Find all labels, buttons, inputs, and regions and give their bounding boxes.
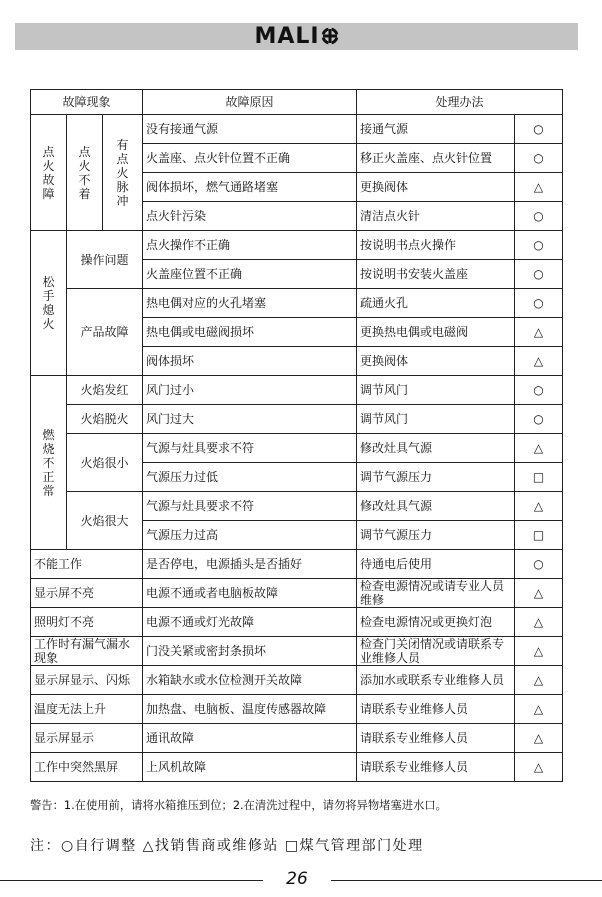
phenomenon-cell: 工作中突然黑屏: [31, 753, 143, 782]
circle-icon: ○: [515, 376, 563, 405]
circle-icon: ○: [515, 202, 563, 231]
remedy-cell: 添加水或联系专业维修人员: [357, 666, 515, 695]
circle-icon: ○: [515, 144, 563, 173]
triangle-icon: △: [515, 724, 563, 753]
triangle-icon: △: [515, 318, 563, 347]
group-flame-large: 火焰很大: [67, 492, 143, 550]
cause-cell: 电源不通或者电脑板故障: [143, 579, 357, 608]
cause-cell: 阀体损坏，燃气通路堵塞: [143, 173, 357, 202]
triangle-icon: △: [515, 666, 563, 695]
table-row: [31, 608, 563, 637]
table-row: [31, 492, 563, 521]
circle-icon: ○: [515, 115, 563, 144]
remedy-cell: 更换阀体: [357, 347, 515, 376]
triangle-icon: △: [515, 173, 563, 202]
cause-cell: 气源与灶具要求不符: [143, 492, 357, 521]
cause-cell: 热电偶或电磁阀损坏: [143, 318, 357, 347]
cause-cell: 水箱缺水或水位检测开关故障: [143, 666, 357, 695]
cause-cell: 点火操作不正确: [143, 231, 357, 260]
table-row: [31, 695, 563, 724]
cause-cell: 气源压力过高: [143, 521, 357, 550]
circle-icon: ○: [515, 260, 563, 289]
triangle-icon: △: [515, 637, 563, 666]
header-cause: 故障原因: [143, 90, 357, 115]
remedy-cell: 调节气源压力: [357, 463, 515, 492]
table-row: [31, 550, 563, 579]
symbol-legend: 注：○自行调整 △找销售商或维修站 □煤气管理部门处理: [30, 838, 424, 854]
cause-cell: 没有接通气源: [143, 115, 357, 144]
troubleshooting-table: [30, 89, 563, 782]
group-has-pulse: 有 点 火 脉 冲: [103, 115, 143, 231]
table-row: [31, 231, 563, 260]
cause-cell: 门没关紧或密封条损坏: [143, 637, 357, 666]
cause-cell: 风门过小: [143, 376, 357, 405]
remedy-cell: 按说明书安装火盖座: [357, 260, 515, 289]
phenomenon-cell: 照明灯不亮: [31, 608, 143, 637]
remedy-cell: 检查门关闭情况或请联系专业维修人员: [357, 637, 515, 666]
triangle-icon: △: [515, 579, 563, 608]
cause-cell: 风门过大: [143, 405, 357, 434]
table-row: [31, 753, 563, 782]
remedy-cell: 按说明书点火操作: [357, 231, 515, 260]
cause-cell: 上风机故障: [143, 753, 357, 782]
group-release: 松 手 熄 火: [31, 231, 67, 376]
group-product: 产品故障: [67, 289, 143, 376]
cause-cell: 通讯故障: [143, 724, 357, 753]
phenomenon-cell: 不能工作: [31, 550, 143, 579]
triangle-icon: △: [515, 492, 563, 521]
cause-cell: 热电偶对应的火孔堵塞: [143, 289, 357, 318]
table-row: [31, 115, 563, 144]
remedy-cell: 更换热电偶或电磁阀: [357, 318, 515, 347]
remedy-cell: 清洁点火针: [357, 202, 515, 231]
cause-cell: 电源不通或灯光故障: [143, 608, 357, 637]
footer-divider-right: [331, 880, 602, 881]
phenomenon-cell: 显示屏显示: [31, 724, 143, 753]
group-abnormal: 燃 烧 不 正 常: [31, 376, 67, 550]
table-row: [31, 376, 563, 405]
brand-text: MALI: [254, 24, 320, 49]
remedy-cell: 调节风门: [357, 376, 515, 405]
cause-cell: 阀体损坏: [143, 347, 357, 376]
circle-icon: ○: [515, 405, 563, 434]
triangle-icon: △: [515, 347, 563, 376]
remedy-cell: 移正火盖座、点火针位置: [357, 144, 515, 173]
remedy-cell: 修改灶具气源: [357, 434, 515, 463]
cause-cell: 气源压力过低: [143, 463, 357, 492]
phenomenon-cell: 温度无法上升: [31, 695, 143, 724]
phenomenon-cell: 工作时有漏气漏水现象: [31, 637, 143, 666]
remedy-cell: 请联系专业维修人员: [357, 695, 515, 724]
table-row: [31, 434, 563, 463]
group-ignition: 点 火 故 障: [31, 115, 67, 231]
brand-logo: [15, 23, 578, 50]
remedy-cell: 待通电后使用: [357, 550, 515, 579]
remedy-cell: 检查电源情况或请专业人员维修: [357, 579, 515, 608]
cause-cell: 是否停电，电源插头是否插好: [143, 550, 357, 579]
header-bar: [15, 23, 578, 50]
table-row: [31, 579, 563, 608]
triangle-icon: △: [515, 695, 563, 724]
phenomenon-cell: 显示屏显示、闪烁: [31, 666, 143, 695]
remedy-cell: 检查电源情况或更换灯泡: [357, 608, 515, 637]
remedy-cell: 修改灶具气源: [357, 492, 515, 521]
group-flame-red: 火焰发红: [67, 376, 143, 405]
group-no-fire: 点 火 不 着: [67, 115, 103, 231]
table-row: [31, 405, 563, 434]
remedy-cell: 调节气源压力: [357, 521, 515, 550]
header-phenomenon: 故障现象: [31, 90, 143, 115]
group-operation: 操作问题: [67, 231, 143, 289]
table-row: [31, 666, 563, 695]
circle-icon: ○: [515, 289, 563, 318]
group-flame-off: 火焰脱火: [67, 405, 143, 434]
table-row: [31, 289, 563, 318]
table-row: [31, 637, 563, 666]
square-icon: □: [515, 521, 563, 550]
remedy-cell: 接通气源: [357, 115, 515, 144]
circle-icon: ○: [515, 231, 563, 260]
cause-cell: 点火针污染: [143, 202, 357, 231]
remedy-cell: 调节风门: [357, 405, 515, 434]
triangle-icon: △: [515, 434, 563, 463]
brand-o-icon: [321, 27, 339, 45]
square-icon: □: [515, 463, 563, 492]
triangle-icon: △: [515, 608, 563, 637]
circle-icon: ○: [515, 550, 563, 579]
group-flame-small: 火焰很小: [67, 434, 143, 492]
page-number: 26: [286, 869, 308, 889]
remedy-cell: 更换阀体: [357, 173, 515, 202]
cause-cell: 加热盘、电脑板、温度传感器故障: [143, 695, 357, 724]
warning-note: 警告：1.在使用前，请将水箱推压到位；2.在清洗过程中，请勿将异物堵塞进水口。: [30, 799, 447, 812]
remedy-cell: 疏通火孔: [357, 289, 515, 318]
cause-cell: 气源与灶具要求不符: [143, 434, 357, 463]
footer-divider-left: [0, 880, 263, 881]
phenomenon-cell: 显示屏不亮: [31, 579, 143, 608]
remedy-cell: 请联系专业维修人员: [357, 724, 515, 753]
triangle-icon: △: [515, 753, 563, 782]
cause-cell: 火盖座、点火针位置不正确: [143, 144, 357, 173]
table-header-row: [31, 90, 563, 115]
cause-cell: 火盖座位置不正确: [143, 260, 357, 289]
table-row: [31, 724, 563, 753]
remedy-cell: 请联系专业维修人员: [357, 753, 515, 782]
header-remedy: 处理办法: [357, 90, 563, 115]
